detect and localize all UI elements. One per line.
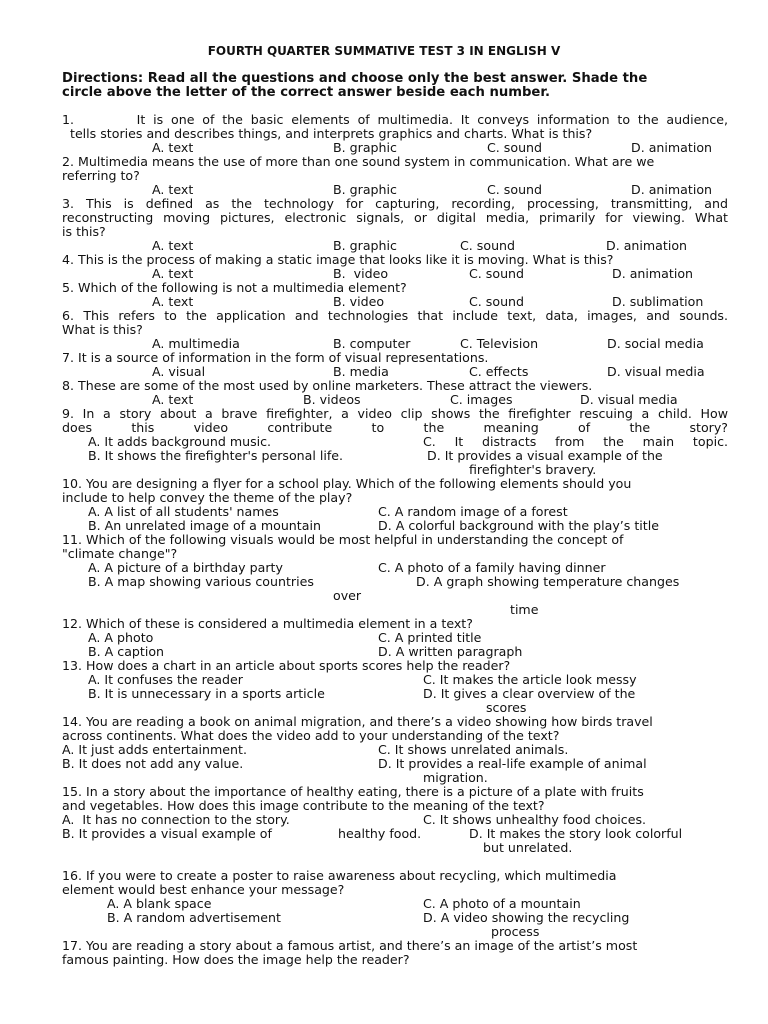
- text-line: 9. In a story about a brave firefighter, a video clip shows the firefighter rescuing a child. How: [62, 406, 728, 421]
- text-line: migration.: [423, 770, 488, 785]
- directions-line-2: circle above the letter of the correct answer beside each number.: [62, 85, 551, 100]
- text-line: D. visual media: [580, 392, 678, 407]
- text-line: 17. You are reading a story about a famous artist, and there’s an image of the artist’s most: [62, 938, 638, 953]
- text-line: A. text: [152, 140, 194, 155]
- text-line: B. An unrelated image of a mountain: [88, 518, 321, 533]
- text-line: D. social media: [607, 336, 704, 351]
- text-line: B. media: [333, 364, 389, 379]
- text-line: B. It provides a visual example of: [62, 826, 272, 841]
- text-line: C. A printed title: [378, 630, 482, 645]
- text-line: A. visual: [152, 364, 206, 379]
- text-line: A. It confuses the reader: [88, 672, 243, 687]
- text-line: What is this?: [62, 322, 143, 337]
- text-line: 11. Which of the following visuals would be most helpful in understanding the concept of: [62, 532, 624, 547]
- text-line: A. A list of all students' names: [88, 504, 279, 519]
- text-line: 12. Which of these is considered a multimedia element in a text?: [62, 616, 473, 631]
- text-line: B. video: [333, 294, 385, 309]
- text-line: D. A video showing the recycling: [423, 910, 630, 925]
- text-line: D. It makes the story look colorful: [469, 826, 683, 841]
- text-line: 16. If you were to create a poster to raise awareness about recycling, which multimedia: [62, 868, 617, 883]
- text-line: C. images: [450, 392, 513, 407]
- text-line: D. animation: [606, 238, 688, 253]
- text-line: 1. It is one of the basic elements of multimedia. It conveys information to the audience,: [62, 112, 728, 127]
- text-line: does this video contribute to the meaning of the story?: [62, 420, 728, 435]
- text-line: B. A map showing various countries: [88, 574, 314, 589]
- text-line: C. A photo of a mountain: [423, 896, 581, 911]
- text-line: "climate change"?: [62, 546, 178, 561]
- text-line: D. It gives a clear overview of the: [423, 686, 636, 701]
- text-line: D. A colorful background with the play’s title: [378, 518, 659, 533]
- text-line: C. It shows unrelated animals.: [378, 742, 569, 757]
- text-line: 7. It is a source of information in the form of visual representations.: [62, 350, 489, 365]
- text-line: A. It has no connection to the story.: [62, 812, 290, 827]
- text-line: D. animation: [631, 182, 713, 197]
- text-line: C. sound: [469, 294, 525, 309]
- text-line: element would best enhance your message?: [62, 882, 345, 897]
- text-line: D. animation: [612, 266, 694, 281]
- text-line: but unrelated.: [483, 840, 573, 855]
- text-line: B. videos: [303, 392, 361, 407]
- text-line: A. A picture of a birthday party: [88, 560, 283, 575]
- text-line: 15. In a story about the importance of healthy eating, there is a picture of a plate with fruits: [62, 784, 644, 799]
- text-line: 2. Multimedia means the use of more than one sound system in communication. What are we: [62, 154, 655, 169]
- text-line: D. visual media: [607, 364, 705, 379]
- text-line: process: [491, 924, 540, 939]
- text-line: 6. This refers to the application and technologies that include text, data, images, and sounds.: [62, 308, 728, 323]
- text-line: C. sound: [487, 140, 543, 155]
- text-line: C. It distracts from the main topic.: [423, 434, 728, 449]
- text-line: B. It shows the firefighter's personal life.: [88, 448, 344, 463]
- text-line: famous painting. How does the image help the reader?: [62, 952, 410, 967]
- text-line: time: [510, 602, 539, 617]
- text-line: D. It provides a real-life example of animal: [378, 756, 647, 771]
- text-line: 4. This is the process of making a static image that looks like it is moving. What is this?: [62, 252, 614, 267]
- text-line: firefighter's bravery.: [469, 462, 597, 477]
- text-line: healthy food.: [338, 826, 422, 841]
- text-line: C. sound: [469, 266, 525, 281]
- text-line: C. A photo of a family having dinner: [378, 560, 606, 575]
- text-line: and vegetables. How does this image contribute to the meaning of the text?: [62, 798, 545, 813]
- page-title: FOURTH QUARTER SUMMATIVE TEST 3 IN ENGLISH V: [207, 44, 561, 58]
- text-line: B. graphic: [333, 140, 397, 155]
- text-line: A. text: [152, 182, 194, 197]
- text-line: A. text: [152, 238, 194, 253]
- text-line: C. It shows unhealthy food choices.: [423, 812, 647, 827]
- text-line: 13. How does a chart in an article about sports scores help the reader?: [62, 658, 511, 673]
- text-line: referring to?: [62, 168, 140, 183]
- text-line: A. A blank space: [107, 896, 212, 911]
- text-line: tells stories and describes things, and interprets graphics and charts. What is this?: [70, 126, 593, 141]
- text-line: A. text: [152, 294, 194, 309]
- text-line: C. effects: [469, 364, 529, 379]
- text-line: B. It is unnecessary in a sports article: [88, 686, 325, 701]
- text-line: A. It adds background music.: [88, 434, 272, 449]
- text-line: is this?: [62, 224, 106, 239]
- text-line: D. A written paragraph: [378, 644, 523, 659]
- text-line: A. text: [152, 266, 194, 281]
- text-line: B. graphic: [333, 182, 397, 197]
- directions-line-1: Directions: Read all the questions and choose only the best answer. Shade the: [62, 71, 648, 86]
- text-line: over: [333, 588, 362, 603]
- text-line: 3. This is defined as the technology for capturing, recording, processing, transmitting, and: [62, 196, 728, 211]
- text-line: D. It provides a visual example of the: [427, 448, 663, 463]
- text-line: 10. You are designing a flyer for a school play. Which of the following elements should you: [62, 476, 632, 491]
- text-line: across continents. What does the video add to your understanding of the text?: [62, 728, 560, 743]
- text-line: C. Television: [460, 336, 539, 351]
- text-line: B. video: [333, 266, 389, 281]
- text-line: D. sublimation: [612, 294, 704, 309]
- text-line: A. It just adds entertainment.: [62, 742, 247, 757]
- text-line: 5. Which of the following is not a multimedia element?: [62, 280, 407, 295]
- text-line: reconstructing moving pictures, electronic signals, or digital media, primarily for viewing. What: [62, 210, 728, 225]
- text-line: B. computer: [333, 336, 411, 351]
- text-line: 14. You are reading a book on animal migration, and there’s a video showing how birds travel: [62, 714, 653, 729]
- text-line: A. A photo: [88, 630, 154, 645]
- text-line: C. A random image of a forest: [378, 504, 568, 519]
- text-line: B. A caption: [88, 644, 165, 659]
- text-line: C. sound: [460, 238, 516, 253]
- text-line: scores: [486, 700, 527, 715]
- text-line: A. text: [152, 392, 194, 407]
- text-line: C. sound: [487, 182, 543, 197]
- text-line: B. It does not add any value.: [62, 756, 244, 771]
- text-line: 8. These are some of the most used by online marketers. These attract the viewers.: [62, 378, 593, 393]
- text-line: A. multimedia: [152, 336, 240, 351]
- text-line: B. graphic: [333, 238, 397, 253]
- text-line: D. A graph showing temperature changes: [416, 574, 680, 589]
- text-line: B. A random advertisement: [107, 910, 281, 925]
- text-line: include to help convey the theme of the play?: [62, 490, 353, 505]
- text-line: C. It makes the article look messy: [423, 672, 637, 687]
- text-line: D. animation: [631, 140, 713, 155]
